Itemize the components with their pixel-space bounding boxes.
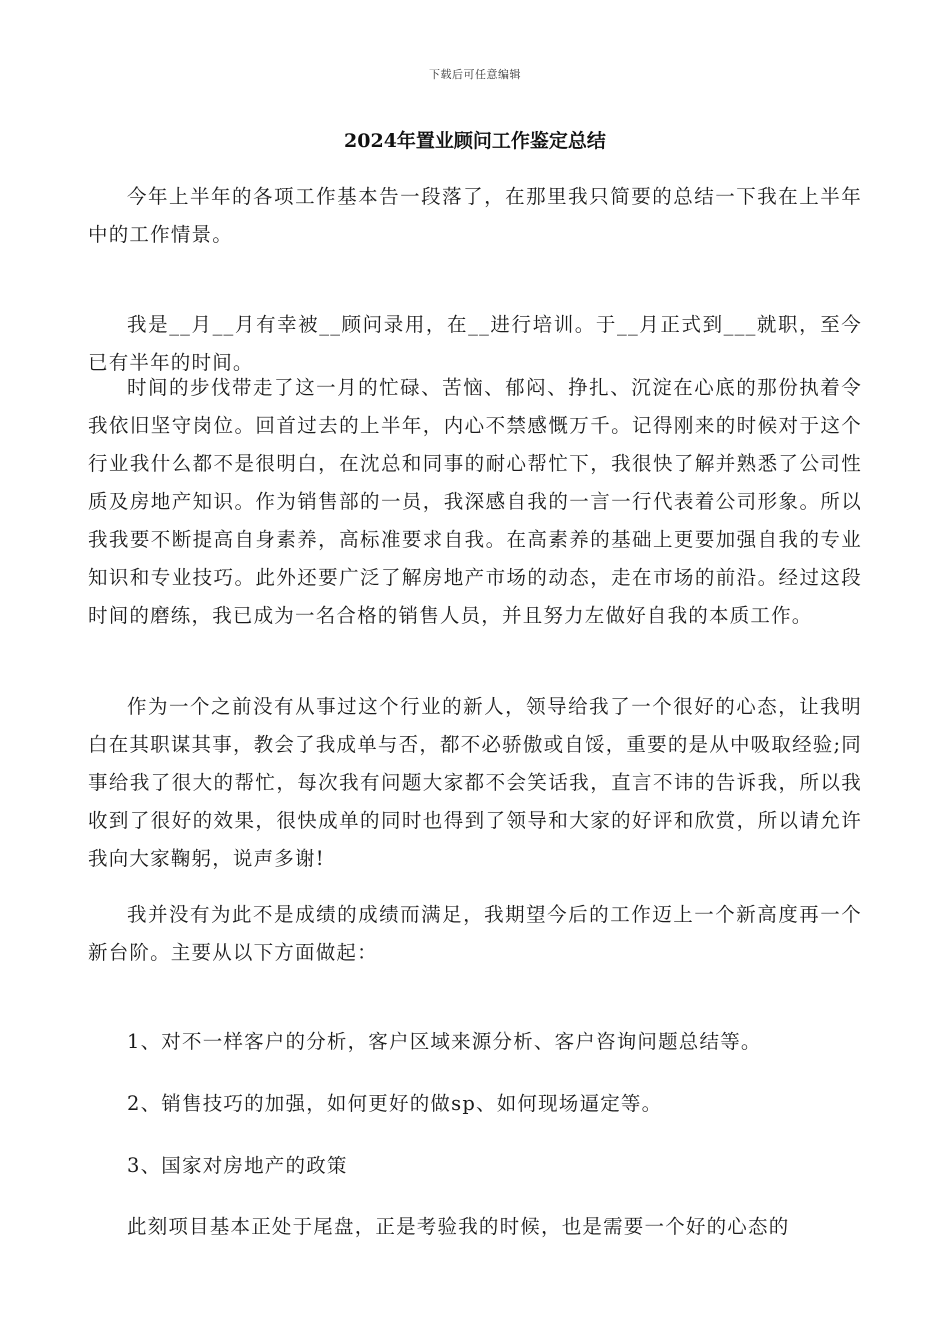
paragraph-3	[88, 369, 862, 635]
paragraph-1-text: 今年上半年的各项工作基本告一段落了，在那里我只简要的总结一下我在上半年中的工作情景。	[88, 185, 862, 246]
paragraph-2-text: 我是__月__月有幸被__顾问录用，在__进行培训。于__月正式到___就职，至今已有半年的时间。	[88, 313, 862, 374]
list-item-2-text: 2、销售技巧的加强，如何更好的做sp、如何现场逼定等。	[127, 1092, 663, 1115]
header-note: 下载后可任意编辑	[429, 68, 521, 81]
paragraph-4	[88, 688, 862, 878]
paragraph-4-text: 作为一个之前没有从事过这个行业的新人，领导给我了一个很好的心态，让我明白在其职谋其事，教会了我成单与否，都不必骄傲或自馁，重要的是从中吸取经验;同事给我了很大的帮忙，每次我有问题大家都不会笑话我，直言不讳的告诉我，所以我收到了很好的效果，很快成单的同时也得到了领导和大家的好评和欣赏，所以请允许我向大家鞠躬，说声多谢!	[88, 695, 862, 870]
list-item-1	[88, 1023, 862, 1061]
paragraph-3-text: 时间的步伐带走了这一月的忙碌、苦恼、郁闷、挣扎、沉淀在心底的那份执着令我依旧坚守岗位。回首过去的上半年，内心不禁感慨万千。记得刚来的时候对于这个行业我什么都不是很明白，在沈总和同事的耐心帮忙下，我很快了解并熟悉了公司性质及房地产知识。作为销售部的一员，我深感自我的一言一行代表着公司形象。所以我我要不断提高自身素养，高标准要求自我。在高素养的基础上更要加强自我的专业知识和专业技巧。此外还要广泛了解房地产市场的动态，走在市场的前沿。经过这段时间的磨练，我已成为一名合格的销售人员，并且努力左做好自我的本质工作。	[88, 376, 862, 627]
paragraph-1	[88, 178, 862, 254]
list-item-3	[88, 1147, 862, 1185]
list-item-3-text: 3、国家对房地产的政策	[127, 1154, 348, 1177]
paragraph-6-text: 此刻项目基本正处于尾盘，正是考验我的时候，也是需要一个好的心态的	[127, 1215, 790, 1238]
paragraph-5	[88, 896, 862, 972]
list-item-2	[88, 1085, 862, 1123]
document-title: 2024年置业顾问工作鉴定总结	[344, 130, 606, 152]
paragraph-6	[88, 1208, 862, 1246]
list-item-1-text: 1、对不一样客户的分析，客户区域来源分析、客户咨询问题总结等。	[127, 1030, 762, 1053]
paragraph-5-text: 我并没有为此不是成绩的成绩而满足，我期望今后的工作迈上一个新高度再一个新台阶。主要从以下方面做起：	[88, 903, 862, 964]
